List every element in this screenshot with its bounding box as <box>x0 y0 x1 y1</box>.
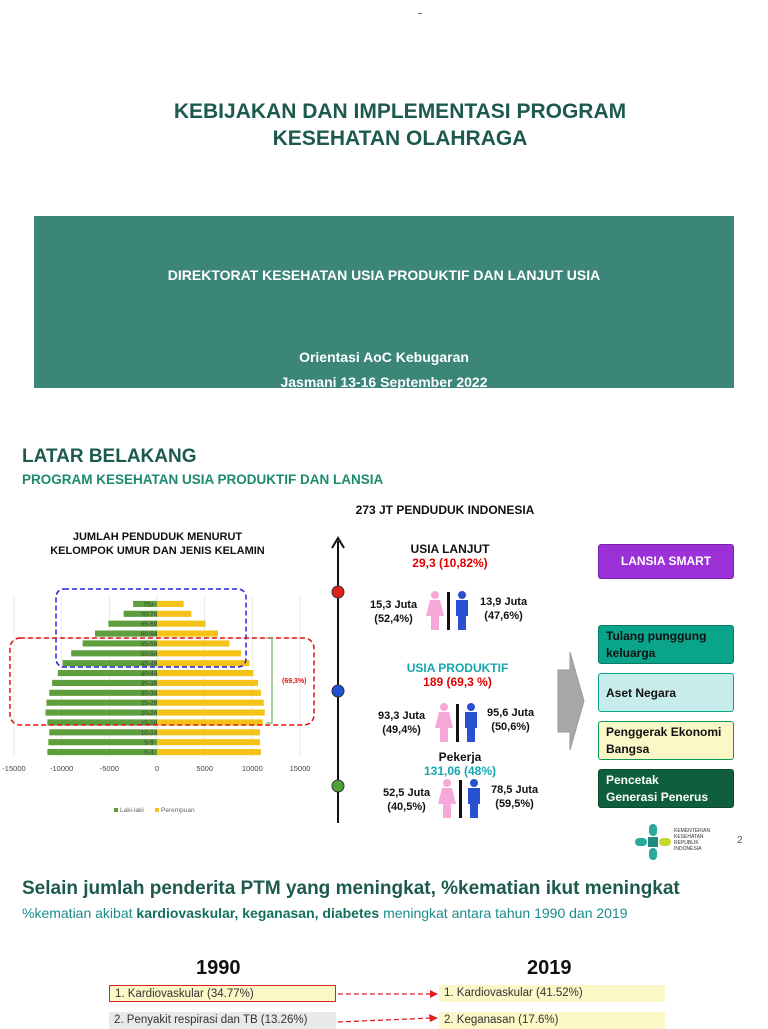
usia-lanjut-male-pct: (47,6%) <box>484 610 523 622</box>
slide-title <box>0 98 768 152</box>
pyramid-bar <box>157 660 249 666</box>
pekerja-female <box>383 786 430 814</box>
age-group-label: 15-19 <box>140 719 158 727</box>
pyramid-bar <box>157 650 241 656</box>
usia-produktif-label: USIA PRODUKTIF <box>406 661 509 675</box>
usia-lanjut-male-count: 13,9 Juta <box>480 596 528 608</box>
page-number: 2 <box>737 835 743 846</box>
age-group-label: 30-34 <box>140 690 158 698</box>
usia-lanjut-female-pct: (52,4%) <box>374 613 413 625</box>
slide-dot <box>418 13 422 14</box>
pyramid-bar <box>157 621 206 627</box>
female-icon <box>435 703 453 742</box>
legend-female-label: Perempuan <box>161 807 195 814</box>
usia-lanjut-group <box>380 542 520 570</box>
pekerja-label: Pekerja <box>438 750 482 764</box>
role-line-1: Pencetak <box>606 773 659 787</box>
banner-event <box>34 345 734 395</box>
pekerja-group <box>400 750 520 778</box>
usia-lanjut-female-count: 15,3 Juta <box>370 599 418 611</box>
pyramid-title <box>10 530 305 558</box>
pyramid-bar <box>48 739 157 745</box>
title-line-1: KEBIJAKAN DAN IMPLEMENTASI PROGRAM <box>173 100 627 123</box>
age-group-label: 45-49 <box>140 660 158 668</box>
pyramid-bar <box>157 680 258 686</box>
usia-produktif-female <box>378 709 425 737</box>
usia-lanjut-female <box>370 598 417 626</box>
age-group-label: 60-64 <box>140 631 158 639</box>
population-pyramid-chart <box>0 585 320 820</box>
role-tulang-punggung <box>598 625 734 664</box>
section-subheading: PROGRAM KESEHATAN USIA PRODUKTIF DAN LANSIA <box>22 472 384 487</box>
male-icon <box>465 703 477 742</box>
age-group-label: 5-9 <box>144 739 154 747</box>
role-line-2: Generasi Penerus <box>606 790 709 804</box>
arrow-head-2 <box>429 1014 438 1022</box>
age-group-label: 10-14 <box>140 729 158 737</box>
kemenkes-logo-icon <box>633 822 673 862</box>
usia-produktif-male-pct: (50,6%) <box>491 721 530 733</box>
age-group-label: 55-59 <box>140 640 158 648</box>
usia-produktif-female-pct: (49,4%) <box>382 724 421 736</box>
year-1990: 1990 <box>196 957 241 979</box>
pyramid-bar <box>157 739 260 745</box>
female-icon <box>426 591 444 630</box>
role-line-2: keluarga <box>606 646 656 660</box>
role-penggerak-ekonomi <box>598 721 734 760</box>
population-total: 273 JT PENDUDUK INDONESIA <box>355 503 535 517</box>
pekerja-male-pct: (59,5%) <box>495 798 534 810</box>
legend-male-label: Laki-laki <box>120 807 144 814</box>
dot-usia-produktif <box>332 685 344 697</box>
usia-produktif-group <box>385 661 530 689</box>
lansia-smart-label: LANSIA SMART <box>620 554 712 568</box>
pyramid-title-line-2: KELOMPOK UMUR DAN JENIS KELAMIN <box>50 545 265 557</box>
banner-org: DIREKTORAT KESEHATAN USIA PRODUKTIF DAN LANJUT USIA <box>167 267 601 283</box>
usia-lanjut-label: USIA LANJUT <box>410 542 490 556</box>
mortality-heading: Selain jumlah penderita PTM yang meningkat, %kematian ikut meningkat <box>22 878 680 899</box>
usia-produktif-male <box>487 706 534 734</box>
usia-lanjut-male <box>480 595 527 623</box>
legend-swatch-male <box>114 808 118 812</box>
age-group-label: 70-74 <box>140 611 158 619</box>
big-arrow-icon <box>556 652 586 750</box>
male-icon <box>468 779 480 818</box>
pyramid-bar <box>157 640 229 646</box>
pyramid-bar <box>157 670 253 676</box>
productive-bracket <box>266 638 272 723</box>
pyramid-bar <box>157 729 260 735</box>
x-tick-label: -10000 <box>49 764 74 773</box>
role-pencetak-generasi <box>598 769 734 808</box>
pyramid-bar <box>157 710 265 716</box>
age-group-label: 40-44 <box>140 670 158 678</box>
title-line-2: KESEHATAN OLAHRAGA <box>272 127 528 150</box>
age-group-label: 50-54 <box>140 650 158 658</box>
arrow-line-2 <box>338 1018 432 1022</box>
x-tick-label: 15000 <box>289 764 311 773</box>
female-male-icon <box>433 702 485 744</box>
female-male-icon <box>424 590 476 632</box>
age-group-label: 35-39 <box>140 680 158 688</box>
age-group-label: 75+ <box>143 601 155 609</box>
pyramid-bar <box>47 749 157 755</box>
age-group-label: 0-4 <box>144 749 154 757</box>
subheading-prefix: %kematian akibat <box>22 905 137 921</box>
age-group-label: 25-29 <box>140 700 158 708</box>
logo-text-line: INDONESIA <box>674 846 702 852</box>
pekerja-female-count: 52,5 Juta <box>383 787 431 799</box>
usia-lanjut-value: 29,3 (10,82%) <box>412 556 488 570</box>
usia-produktif-female-count: 93,3 Juta <box>378 710 426 722</box>
role-line-1: Tulang punggung <box>606 629 707 643</box>
logo-text-line: KEMENTERIAN <box>674 828 711 834</box>
timeline-axis <box>326 535 350 825</box>
pyramid-bar <box>157 690 261 696</box>
male-icon <box>456 591 468 630</box>
banner-event-line-2: Jasmani 13-16 September 2022 <box>280 374 488 390</box>
usia-produktif-male-count: 95,6 Juta <box>487 707 535 719</box>
logo-text-line: KESEHATAN <box>674 834 704 840</box>
legend-swatch-female <box>155 808 159 812</box>
role-line-1: Penggerak Ekonomi <box>606 725 722 739</box>
pyramid-bar <box>157 749 261 755</box>
pyramid-bar <box>157 601 184 607</box>
logo-text-line: REPUBLIK <box>674 840 699 846</box>
x-tick-label: 0 <box>154 764 160 773</box>
rank-1990-1: 1. Kardiovaskular (34.77%) <box>109 985 336 1002</box>
x-tick-label: 5000 <box>196 764 214 773</box>
pyramid-legend <box>114 807 195 814</box>
usia-produktif-value: 189 (69,3 %) <box>423 675 492 689</box>
pekerja-female-pct: (40,5%) <box>387 801 426 813</box>
year-2019: 2019 <box>527 957 572 979</box>
mortality-subheading <box>22 905 628 921</box>
age-group-label: 20-24 <box>140 710 158 718</box>
lansia-smart-badge <box>598 544 734 579</box>
title-banner <box>34 216 734 388</box>
pekerja-male-count: 78,5 Juta <box>491 784 539 796</box>
subheading-bold: kardiovaskular, keganasan, diabetes <box>136 905 380 921</box>
banner-event-line-1: Orientasi AoC Kebugaran <box>299 349 469 365</box>
female-male-icon <box>436 778 488 820</box>
kemenkes-logo-text <box>674 828 710 852</box>
dot-pekerja <box>332 780 344 792</box>
rank-2019-1: 1. Kardiovaskular (41.52%) <box>439 985 665 1002</box>
x-tick-label: -5000 <box>99 764 119 773</box>
pyramid-bar <box>157 631 218 637</box>
pyramid-bar <box>157 700 264 706</box>
age-group-label: 65-69 <box>140 621 158 629</box>
dot-usia-lanjut <box>332 586 344 598</box>
rank-change-arrows <box>336 985 440 1024</box>
pekerja-value: 131,06 (48%) <box>423 764 497 778</box>
x-tick-label: 10000 <box>241 764 263 773</box>
arrow-head-1 <box>430 990 438 998</box>
rank-2019-2: 2. Keganasan (17.6%) <box>439 1012 665 1029</box>
pyramid-bar <box>157 611 191 617</box>
productive-share-label: (69,3%) <box>282 678 307 685</box>
female-icon <box>438 779 456 818</box>
x-tick-label: -15000 <box>2 764 26 773</box>
rank-1990-2: 2. Penyakit respirasi dan TB (13.26%) <box>109 1012 336 1029</box>
role-line-2: Bangsa <box>606 742 650 756</box>
subheading-suffix: meningkat antara tahun 1990 dan 2019 <box>379 905 628 921</box>
role-aset-negara <box>598 673 734 712</box>
pyramid-title-line-1: JUMLAH PENDUDUK MENURUT <box>72 531 243 543</box>
pekerja-male <box>491 783 538 811</box>
section-heading: LATAR BELAKANG <box>22 446 197 467</box>
role-line-1: Aset Negara <box>606 686 677 700</box>
